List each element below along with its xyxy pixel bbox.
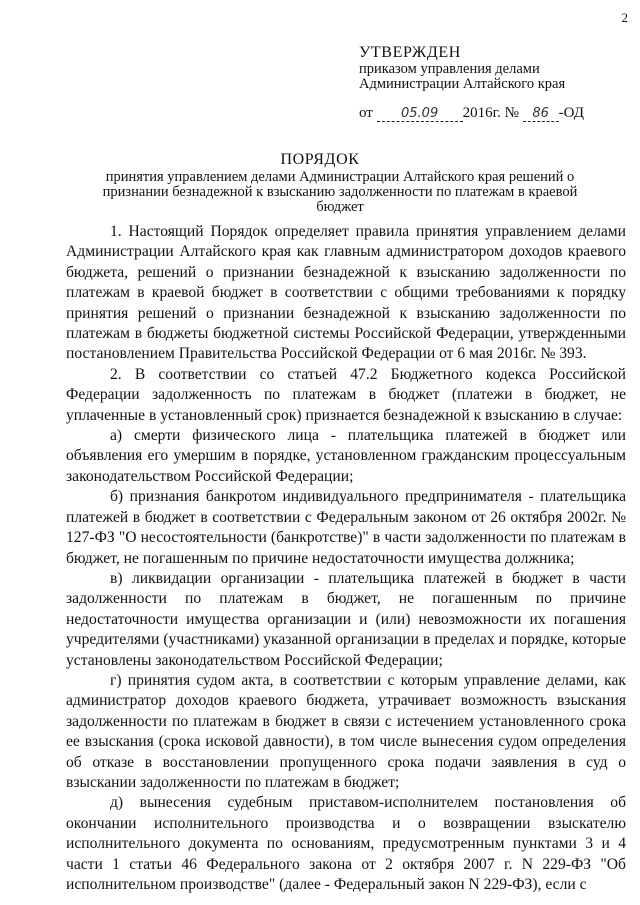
paragraph-2g: г) принятия судом акта, в соответствии с которым управление делами, как администратор доходов краевого бюджета, утрачивает возможность взыскания задолженности по платежам в бюджет в связи с истечением установленного срока ее взыскания (срока исковой давности), в том числе вынесения судом определения об отказе в восстановлении пропущенного срока подачи заявления в суд о взыскании задолженности по платежам в бюджет; bbox=[66, 671, 626, 791]
approval-line-2: Администрации Алтайского края bbox=[359, 76, 566, 92]
page-number: 2 bbox=[621, 10, 628, 25]
order-suffix: -ОД bbox=[558, 105, 584, 121]
document-subtitle: принятия управлением делами Администрации Алтайского края решений о признании безнадежной к взысканию задолженности по платежам в краевой бюджет bbox=[102, 169, 578, 215]
paragraph-2d: д) вынесения судебным приставом-исполнителем постановления об окончании исполнительного производства и о возвращении взыскателю исполнительного документа по основаниям, предусмотренным пунктами 3 и 4 части 1 статьи 46 Федерального закона от 2 октября 2007 г. N 229-ФЗ "Об исполнительном производстве" (далее - Федеральный закон N 229-ФЗ), если с bbox=[66, 794, 626, 893]
approval-heading: УТВЕРЖДЕН bbox=[359, 44, 461, 61]
paragraph-2a: а) смерти физического лица - плательщика платежей в бюджет или объявления его умершим в порядке, установленном гражданским процессуальным законодательством Российской Федерации; bbox=[66, 427, 626, 485]
document-title: ПОРЯДОК bbox=[280, 151, 360, 168]
order-number-handwritten: 86 bbox=[523, 106, 559, 122]
paragraph-2: 2. В соответствии со статьей 47.2 Бюджетного кодекса Российской Федерации задолженность по платежам в бюджет (платежи в бюджет, не уплаченные в установленный срок) признается безнадежной к взысканию в случае: bbox=[66, 365, 626, 424]
approval-block bbox=[359, 44, 565, 92]
approval-line-1: приказом управления делами bbox=[359, 61, 540, 77]
paragraph-2b: б) признания банкротом индивидуального предпринимателя - плательщика платежей в бюджет в соответствии с Федеральным законом от 26 октября 2002г. № 127-ФЗ "О несостоятельности (банкротстве)" в части задолженности по платежам в бюджет, не погашенным по причине недостаточности имущества должника; bbox=[66, 488, 626, 567]
order-prefix: от bbox=[359, 105, 373, 121]
paragraph-1: 1. Настоящий Порядок определяет правила принятия управлением делами Администрации Алтайского края как главным администратором доходов краевого бюджета, решений о признании безнадежной к взысканию задолженности по платежам в краевой бюджет в соответствии с общими требованиями к порядку принятия решений о признании безнадежной к взысканию задолженности по платежам в бюджеты бюджетной системы Российской Федерации, утвержденными постановлением Правительства Российской Федерации от 6 мая 2016г. № 393. bbox=[66, 223, 626, 363]
paragraph-2v: в) ликвидации организации - плательщика платежей в бюджет в части задолженности по платежам в бюджет, не погашенным по причине недостаточности имущества организации и (или) невозможности их погашения учредителями (участниками) указанной организации в пределах и порядке, которые установлены законодательством Российской Федерации; bbox=[66, 569, 626, 669]
order-year: 2016г. № bbox=[462, 105, 519, 121]
order-reference bbox=[359, 105, 584, 122]
order-date-handwritten: 05.09 bbox=[377, 106, 463, 122]
document-body bbox=[66, 222, 626, 895]
